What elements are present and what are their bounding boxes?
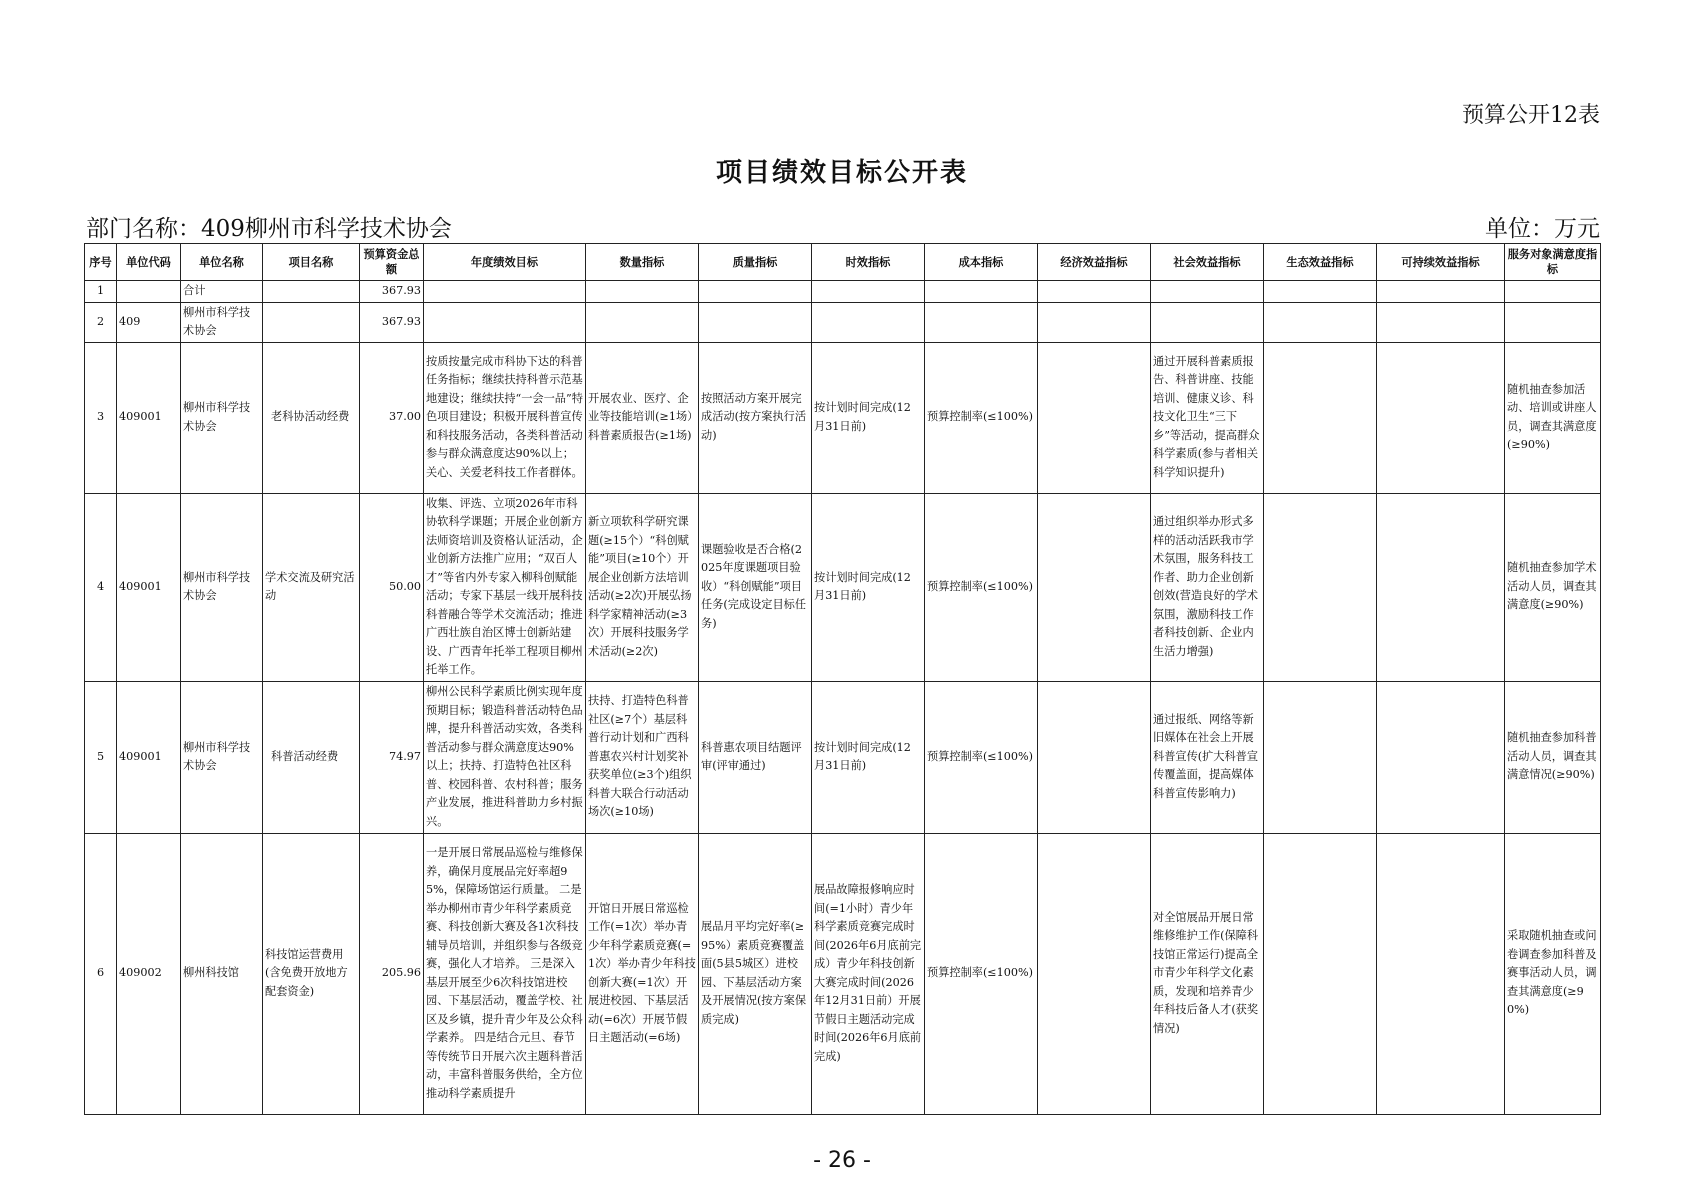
- cell-quantity: 新立项软科学研究课题(≥15个）“科创赋能”项目(≥10个）开展企业创新方法培训活动(≥2次)开展弘扬科学家精神活动(≥3次）开展科技服务学术活动(≥2次): [586, 493, 699, 681]
- cell-seq: 2: [85, 302, 117, 342]
- cell-quantity: [586, 302, 699, 342]
- table-row: [85, 681, 1601, 833]
- cell-seq: 4: [85, 493, 117, 681]
- cell-seq: 6: [85, 833, 117, 1114]
- cell-ecological: [1264, 493, 1377, 681]
- cell-cost: 预算控制率(≤100%): [925, 833, 1038, 1114]
- cell-amount: 367.93: [360, 281, 424, 303]
- cell-ecological: [1264, 833, 1377, 1114]
- cell-project: [263, 281, 360, 303]
- cell-satisfaction: [1505, 281, 1601, 303]
- col-header-social: 社会效益指标: [1151, 244, 1264, 281]
- cell-social: 通过组织举办形式多样的活动活跃我市学术氛围，服务科技工作者、助力企业创新创效(营造良好的学术氛围，激励科技工作者科技创新、企业内生活力增强): [1151, 493, 1264, 681]
- cell-ecological: [1264, 681, 1377, 833]
- cell-economic: [1038, 681, 1151, 833]
- cell-quality: 展品月平均完好率(≥95%）素质竞赛覆盖面(5县5城区）进校园、下基层活动方案及开展情况(按方案保质完成): [699, 833, 812, 1114]
- cell-project: 学术交流及研究活动: [263, 493, 360, 681]
- cell-satisfaction: 随机抽查参加学术活动人员，调查其满意度(≥90%): [1505, 493, 1601, 681]
- cell-cost: 预算控制率(≤100%): [925, 681, 1038, 833]
- table-row: [85, 281, 1601, 303]
- cell-social: 对全馆展品开展日常维修维护工作(保障科技馆正常运行)提高全市青少年科学文化素质，发现和培养青少年科技后备人才(获奖情况): [1151, 833, 1264, 1114]
- cell-goal: 按质按量完成市科协下达的科普任务指标；继续扶持科普示范基地建设；继续扶持“一会一品”特色项目建设；积极开展科普宣传和科技服务活动，各类科普活动参与群众满意度达90%以上；关心、关爱老科技工作者群体。: [424, 342, 586, 493]
- cell-quantity: [586, 281, 699, 303]
- cell-social: [1151, 302, 1264, 342]
- col-header-cost: 成本指标: [925, 244, 1038, 281]
- cell-cost: 预算控制率(≤100%): [925, 493, 1038, 681]
- cell-quality: 科普惠农项目结题评审(评审通过): [699, 681, 812, 833]
- cell-unit-name: 柳州市科学技术协会: [181, 342, 263, 493]
- cell-satisfaction: [1505, 302, 1601, 342]
- cell-code: 409001: [117, 493, 181, 681]
- cell-sustainable: [1377, 342, 1505, 493]
- col-header-quantity: 数量指标: [586, 244, 699, 281]
- col-header-amount: 预算资金总额: [360, 244, 424, 281]
- cell-code: [117, 281, 181, 303]
- cell-unit-name: 柳州市科学技术协会: [181, 681, 263, 833]
- cell-cost: [925, 302, 1038, 342]
- cell-timeliness: 展品故障报修响应时间(=1小时）青少年科学素质竞赛完成时间(2026年6月底前完成）青少年科技创新大赛完成时间(2026年12月31日前）开展节假日主题活动完成时间(2026年6月底前完成): [812, 833, 925, 1114]
- cell-satisfaction: 随机抽查参加科普活动人员，调查其满意情况(≥90%): [1505, 681, 1601, 833]
- table-row: [85, 342, 1601, 493]
- col-header-timeliness: 时效指标: [812, 244, 925, 281]
- cell-project: 科普活动经费: [263, 681, 360, 833]
- col-header-code: 单位代码: [117, 244, 181, 281]
- cell-ecological: [1264, 342, 1377, 493]
- cell-seq: 3: [85, 342, 117, 493]
- cell-quantity: 开馆日开展日常巡检工作(=1次）举办青少年科学素质竞赛(=1次）举办青少年科技创新大赛(=1次）开展进校园、下基层活动(=6次）开展节假日主题活动(=6场): [586, 833, 699, 1114]
- cell-amount: 50.00: [360, 493, 424, 681]
- cell-timeliness: 按计划时间完成(12月31日前): [812, 342, 925, 493]
- cell-goal: 柳州公民科学素质比例实现年度预期目标；锻造科普活动特色品牌，提升科普活动实效，各类科普活动参与群众满意度达90%以上；扶持、打造特色社区科普、校园科普、农村科普；服务产业发展，推进科普助力乡村振兴。: [424, 681, 586, 833]
- cell-code: 409001: [117, 342, 181, 493]
- cell-quality: [699, 302, 812, 342]
- col-header-unit-name: 单位名称: [181, 244, 263, 281]
- performance-table: [84, 243, 1601, 1115]
- cell-timeliness: [812, 281, 925, 303]
- col-header-sustainable: 可持续效益指标: [1377, 244, 1505, 281]
- cell-economic: [1038, 493, 1151, 681]
- cell-social: 通过开展科普素质报告、科普讲座、技能培训、健康义诊、科技文化卫生“三下乡”等活动，提高群众科学素质(参与者相关科学知识提升): [1151, 342, 1264, 493]
- cell-sustainable: [1377, 493, 1505, 681]
- cell-unit-name: 合计: [181, 281, 263, 303]
- cell-social: [1151, 281, 1264, 303]
- cell-goal: 一是开展日常展品巡检与维修保养，确保月度展品完好率超95%，保障场馆运行质量。 二是举办柳州市青少年科学素质竞赛、科技创新大赛及各1次科技辅导员培训，并组织参与各级竞赛，强化人才培养。 三是深入基层开展至少6次科技馆进校园、下基层活动，覆盖学校、社区及乡镇，提升青少年及公众科学素养。 四是结合元旦、春节等传统节日开展六次主题科普活动，丰富科普服务供给，全方位推动科学素质提升: [424, 833, 586, 1114]
- cell-economic: [1038, 342, 1151, 493]
- cell-seq: 1: [85, 281, 117, 303]
- cell-quality: 按照活动方案开展完成活动(按方案执行活动): [699, 342, 812, 493]
- cell-timeliness: 按计划时间完成(12月31日前): [812, 493, 925, 681]
- cell-amount: 37.00: [360, 342, 424, 493]
- cell-goal: [424, 302, 586, 342]
- table-container: [84, 243, 1600, 1115]
- cell-economic: [1038, 833, 1151, 1114]
- table-id-label: 预算公开12表: [1462, 103, 1600, 128]
- cell-timeliness: 按计划时间完成(12月31日前): [812, 681, 925, 833]
- col-header-satisfaction: 服务对象满意度指标: [1505, 244, 1601, 281]
- cell-sustainable: [1377, 302, 1505, 342]
- col-header-project: 项目名称: [263, 244, 360, 281]
- cell-seq: 5: [85, 681, 117, 833]
- cell-code: 409: [117, 302, 181, 342]
- col-header-quality: 质量指标: [699, 244, 812, 281]
- table-header-row: [85, 244, 1601, 281]
- cell-goal: [424, 281, 586, 303]
- cell-sustainable: [1377, 833, 1505, 1114]
- cell-amount: 74.97: [360, 681, 424, 833]
- col-header-seq: 序号: [85, 244, 117, 281]
- table-row: [85, 493, 1601, 681]
- cell-amount: 367.93: [360, 302, 424, 342]
- cell-economic: [1038, 281, 1151, 303]
- cell-quantity: 开展农业、医疗、企业等技能培训(≥1场）科普素质报告(≥1场): [586, 342, 699, 493]
- cell-amount: 205.96: [360, 833, 424, 1114]
- col-header-ecological: 生态效益指标: [1264, 244, 1377, 281]
- cell-satisfaction: 随机抽查参加活动、培训或讲座人员，调查其满意度(≥90%): [1505, 342, 1601, 493]
- cell-quantity: 扶持、打造特色科普社区(≥7个）基层科普行动计划和广西科普惠农兴村计划奖补获奖单位(≥3个)组织科普大联合行动活动场次(≥10场): [586, 681, 699, 833]
- cell-cost: [925, 281, 1038, 303]
- cell-economic: [1038, 302, 1151, 342]
- cell-code: 409001: [117, 681, 181, 833]
- col-header-economic: 经济效益指标: [1038, 244, 1151, 281]
- cell-satisfaction: 采取随机抽查或问卷调查参加科普及赛事活动人员，调查其满意度(≥90%): [1505, 833, 1601, 1114]
- cell-unit-name: 柳州市科学技术协会: [181, 493, 263, 681]
- cell-goal: 收集、评选、立项2026年市科协软科学课题；开展企业创新方法师资培训及资格认证活动，企业创新方法推广应用；“双百人才”等省内外专家入柳科创赋能活动；专家下基层一线开展科技科普融合等学术交流活动；推进广西壮族自治区博士创新站建设、广西青年托举工程项目柳州托举工作。: [424, 493, 586, 681]
- cell-unit-name: 柳州科技馆: [181, 833, 263, 1114]
- table-row: [85, 833, 1601, 1114]
- cell-quality: 课题验收是否合格(2025年度课题项目验收）“科创赋能”项目任务(完成设定目标任务): [699, 493, 812, 681]
- cell-sustainable: [1377, 681, 1505, 833]
- department-name: 部门名称：409柳州市科学技术协会: [86, 216, 452, 242]
- cell-ecological: [1264, 281, 1377, 303]
- cell-code: 409002: [117, 833, 181, 1114]
- cell-cost: 预算控制率(≤100%): [925, 342, 1038, 493]
- cell-quality: [699, 281, 812, 303]
- cell-project: [263, 302, 360, 342]
- page-number: - 26 -: [813, 1148, 871, 1173]
- cell-sustainable: [1377, 281, 1505, 303]
- cell-social: 通过报纸、网络等新旧媒体在社会上开展科普宣传(扩大科普宣传覆盖面，提高媒体科普宣传影响力): [1151, 681, 1264, 833]
- table-row: [85, 302, 1601, 342]
- cell-ecological: [1264, 302, 1377, 342]
- cell-project: 科技馆运营费用(含免费开放地方配套资金): [263, 833, 360, 1114]
- cell-timeliness: [812, 302, 925, 342]
- page-title: 项目绩效目标公开表: [715, 158, 968, 188]
- col-header-goal: 年度绩效目标: [424, 244, 586, 281]
- unit-label: 单位：万元: [1485, 216, 1600, 242]
- cell-project: 老科协活动经费: [263, 342, 360, 493]
- cell-unit-name: 柳州市科学技术协会: [181, 302, 263, 342]
